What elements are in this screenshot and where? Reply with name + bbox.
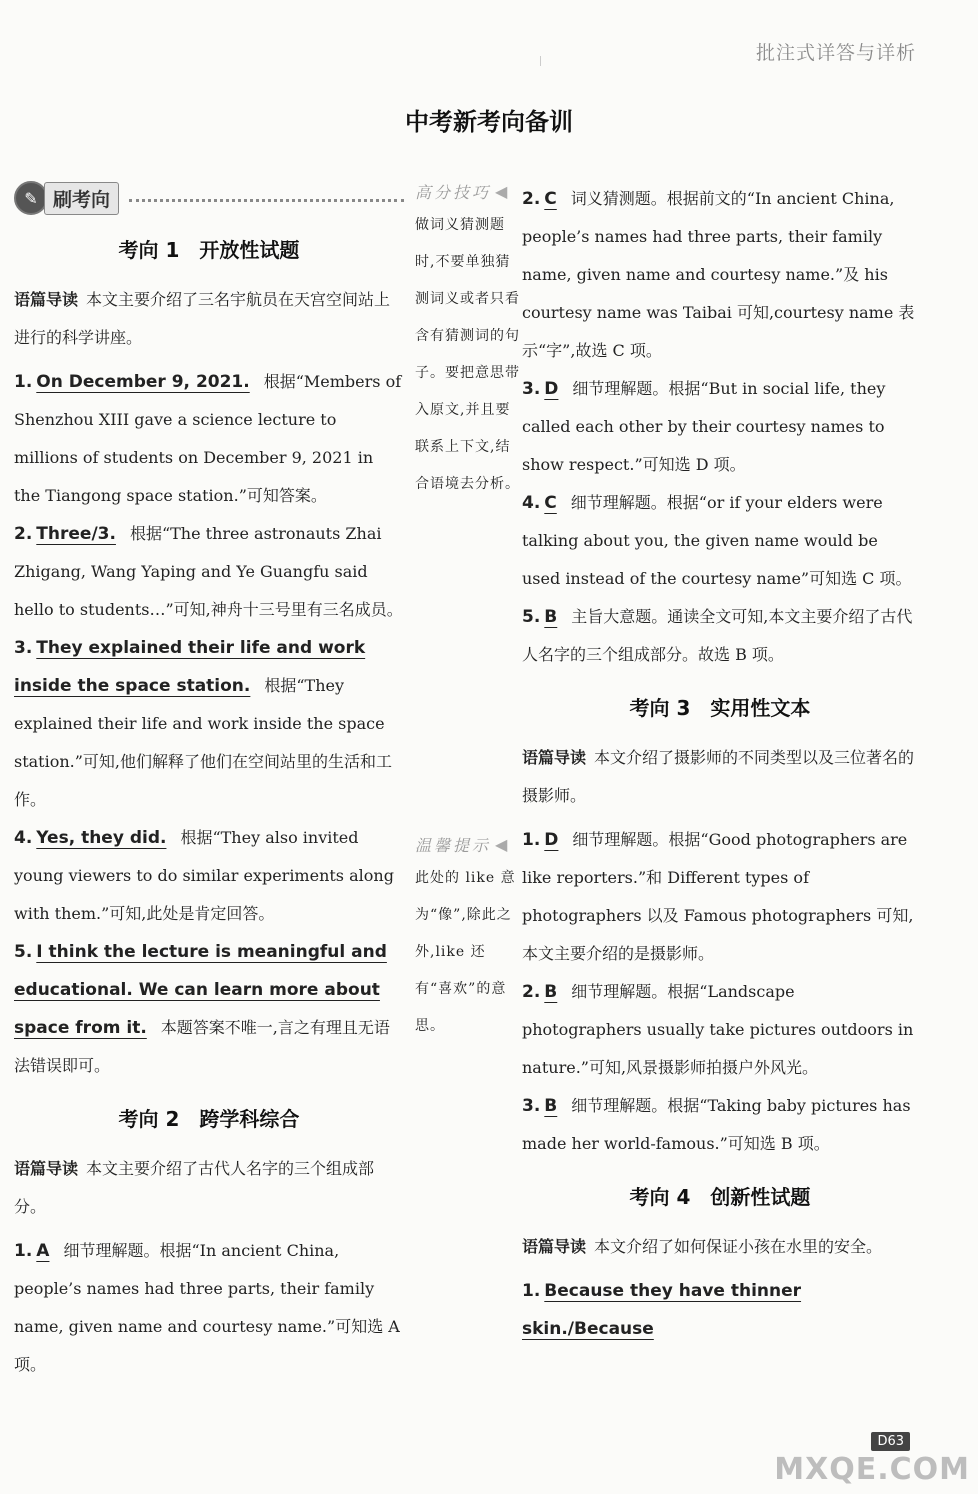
item-explanation: 主旨大意题。通读全文可知,本文主要介绍了古代人名字的三个组成部分。故选 B 项。 bbox=[522, 607, 913, 664]
item-answer: On December 9, 2021. bbox=[36, 372, 250, 392]
item-answer: They explained their life and work inside the space station. bbox=[14, 638, 366, 696]
item-answer: D bbox=[544, 830, 559, 850]
section-heading-4: 考向 4 创新性试题 bbox=[629, 1185, 811, 1209]
intro-text: 本文介绍了如何保证小孩在水里的安全。 bbox=[594, 1237, 883, 1256]
item-explanation: 根据“They explained their life and work inside the space station.”可知,他们解释了他们在空间站里的生活和工作。 bbox=[14, 676, 393, 809]
answer-item bbox=[14, 629, 404, 819]
item-explanation: 细节理解题。根据“Good photographers are like reporters.”和 Different types of photographers 以及 Famous photographers 可知,本文主要介绍的是摄影师。 bbox=[522, 830, 914, 963]
item-number: 1. bbox=[522, 1281, 541, 1301]
item-answer: B bbox=[544, 607, 558, 627]
answer-item bbox=[522, 1087, 918, 1163]
item-explanation: 根据“Members of Shenzhou XIII gave a science lecture to millions of students on December 9, 2021 in the Tiangong space station.”可知答案。 bbox=[14, 372, 402, 505]
answer-item bbox=[522, 370, 918, 484]
answer-list-1 bbox=[14, 363, 404, 1085]
tip-heading: 高分技巧 ◀ bbox=[415, 182, 511, 202]
page-title: 中考新考向备训 bbox=[405, 108, 573, 136]
answer-item bbox=[522, 598, 918, 674]
item-explanation: 细节理解题。根据“In ancient China, people’s names had three parts, their family name, given name and courtesy name.”可知选 A 项。 bbox=[14, 1241, 400, 1374]
intro-text: 本文主要介绍了三名宇航员在天宫空间站上进行的科学讲座。 bbox=[14, 290, 391, 347]
item-number: 2. bbox=[14, 524, 33, 544]
intro-label: 语篇导读 bbox=[522, 748, 587, 767]
reminder-heading: 温馨提示 ◀ bbox=[415, 835, 511, 855]
page-number: D63 bbox=[871, 1432, 910, 1451]
answer-list-3 bbox=[522, 821, 918, 1163]
item-number: 5. bbox=[522, 607, 541, 627]
answer-list-continued bbox=[522, 180, 918, 674]
item-number: 2. bbox=[522, 189, 541, 209]
reading-guide-1 bbox=[14, 281, 404, 357]
item-answer: Three/3. bbox=[36, 524, 116, 544]
answer-item bbox=[14, 363, 404, 515]
triangle-icon: ◀ bbox=[495, 835, 511, 854]
section-heading-1: 考向 1 开放性试题 bbox=[118, 238, 300, 262]
item-explanation: 词义猜测题。根据前文的“In ancient China, people’s names had three parts, their family name, given name and courtesy name.”及 his courtesy name was Taibai 可知,courtesy name 表示“字”,故选 C 项。 bbox=[522, 189, 915, 360]
item-answer: B bbox=[544, 1096, 558, 1116]
answer-item bbox=[14, 819, 404, 933]
item-answer: B bbox=[544, 982, 558, 1002]
reading-guide-3 bbox=[522, 739, 918, 815]
badge-label: 刷考向 bbox=[44, 182, 119, 215]
item-number: 2. bbox=[522, 982, 541, 1002]
item-answer: A bbox=[36, 1241, 50, 1261]
triangle-icon: ◀ bbox=[495, 182, 511, 201]
item-number: 4. bbox=[522, 493, 541, 513]
header-label: 批注式详答与详析 bbox=[755, 42, 916, 64]
answer-item bbox=[14, 1232, 404, 1384]
item-answer: I think the lecture is meaningful and educational. We can learn more about space from it. bbox=[14, 942, 387, 1038]
answer-list-2 bbox=[14, 1232, 404, 1384]
answer-list-4 bbox=[522, 1272, 918, 1348]
reading-guide-4 bbox=[522, 1228, 918, 1266]
item-number: 1. bbox=[14, 372, 33, 392]
item-answer: C bbox=[544, 493, 557, 513]
item-explanation: 细节理解题。根据“or if your elders were talking about you, the given name would be used instead of the courtesy name”可知选 C 项。 bbox=[522, 493, 912, 588]
pencil-icon: ✎ bbox=[14, 181, 48, 215]
answer-item bbox=[522, 484, 918, 598]
item-answer: Yes, they did. bbox=[36, 828, 167, 848]
left-column bbox=[14, 180, 404, 1384]
item-explanation: 细节理解题。根据“Landscape photographers usually take pictures outdoors in nature.”可知,风景摄影师拍摄户外风光。 bbox=[522, 982, 914, 1077]
section-heading-3: 考向 3 实用性文本 bbox=[629, 696, 811, 720]
item-number: 1. bbox=[522, 830, 541, 850]
item-number: 5. bbox=[14, 942, 33, 962]
header-divider bbox=[540, 56, 541, 66]
right-column bbox=[522, 180, 918, 1348]
answer-item bbox=[522, 180, 918, 370]
intro-label: 语篇导读 bbox=[522, 1237, 587, 1256]
dotted-divider bbox=[129, 199, 404, 202]
item-explanation: 本题答案不唯一,言之有理且无语法错误即可。 bbox=[14, 1018, 390, 1075]
section-heading-2: 考向 2 跨学科综合 bbox=[118, 1107, 300, 1131]
intro-text: 本文主要介绍了古代人名字的三个组成部分。 bbox=[14, 1159, 375, 1216]
intro-label: 语篇导读 bbox=[14, 1159, 79, 1178]
item-explanation: 细节理解题。根据“But in social life, they called each other by their courtesy names to show respect.”可知选 D 项。 bbox=[522, 379, 886, 474]
item-explanation: 根据“They also invited young viewers to do similar experiments along with them.”可知,此处是肯定回答。 bbox=[14, 828, 394, 923]
watermark: MXQE.COM bbox=[774, 1452, 970, 1487]
item-explanation: 根据“The three astronauts Zhai Zhigang, Wang Yaping and Ye Guangfu said hello to students…”可知,神舟十三号里有三名成员。 bbox=[14, 524, 403, 619]
answer-item bbox=[14, 933, 404, 1085]
answer-item bbox=[522, 821, 918, 973]
item-number: 3. bbox=[522, 379, 541, 399]
item-answer: Because they have thinner skin./Because bbox=[522, 1281, 802, 1339]
intro-text: 本文介绍了摄影师的不同类型以及三位著名的摄影师。 bbox=[522, 748, 915, 805]
side-notes bbox=[415, 180, 521, 1045]
tip-text: 做词义猜测题时,不要单独猜测词义或者只看含有猜测词的句子。要把意思带入原文,并且要联系上下文,结合语境去分析。 bbox=[415, 217, 520, 492]
item-answer: D bbox=[544, 379, 559, 399]
answer-item bbox=[14, 515, 404, 629]
item-answer: C bbox=[544, 189, 557, 209]
reading-guide-2 bbox=[14, 1150, 404, 1226]
section-badge bbox=[14, 180, 404, 216]
item-number: 3. bbox=[14, 638, 33, 658]
reminder-text: 此处的 like 意为“像”,除此之外,like 还有“喜欢”的意思。 bbox=[415, 870, 516, 1034]
item-number: 3. bbox=[522, 1096, 541, 1116]
item-explanation: 细节理解题。根据“Taking baby pictures has made her world-famous.”可知选 B 项。 bbox=[522, 1096, 911, 1153]
item-number: 1. bbox=[14, 1241, 33, 1261]
item-number: 4. bbox=[14, 828, 33, 848]
answer-item bbox=[522, 973, 918, 1087]
answer-item bbox=[522, 1272, 918, 1348]
intro-label: 语篇导读 bbox=[14, 290, 79, 309]
